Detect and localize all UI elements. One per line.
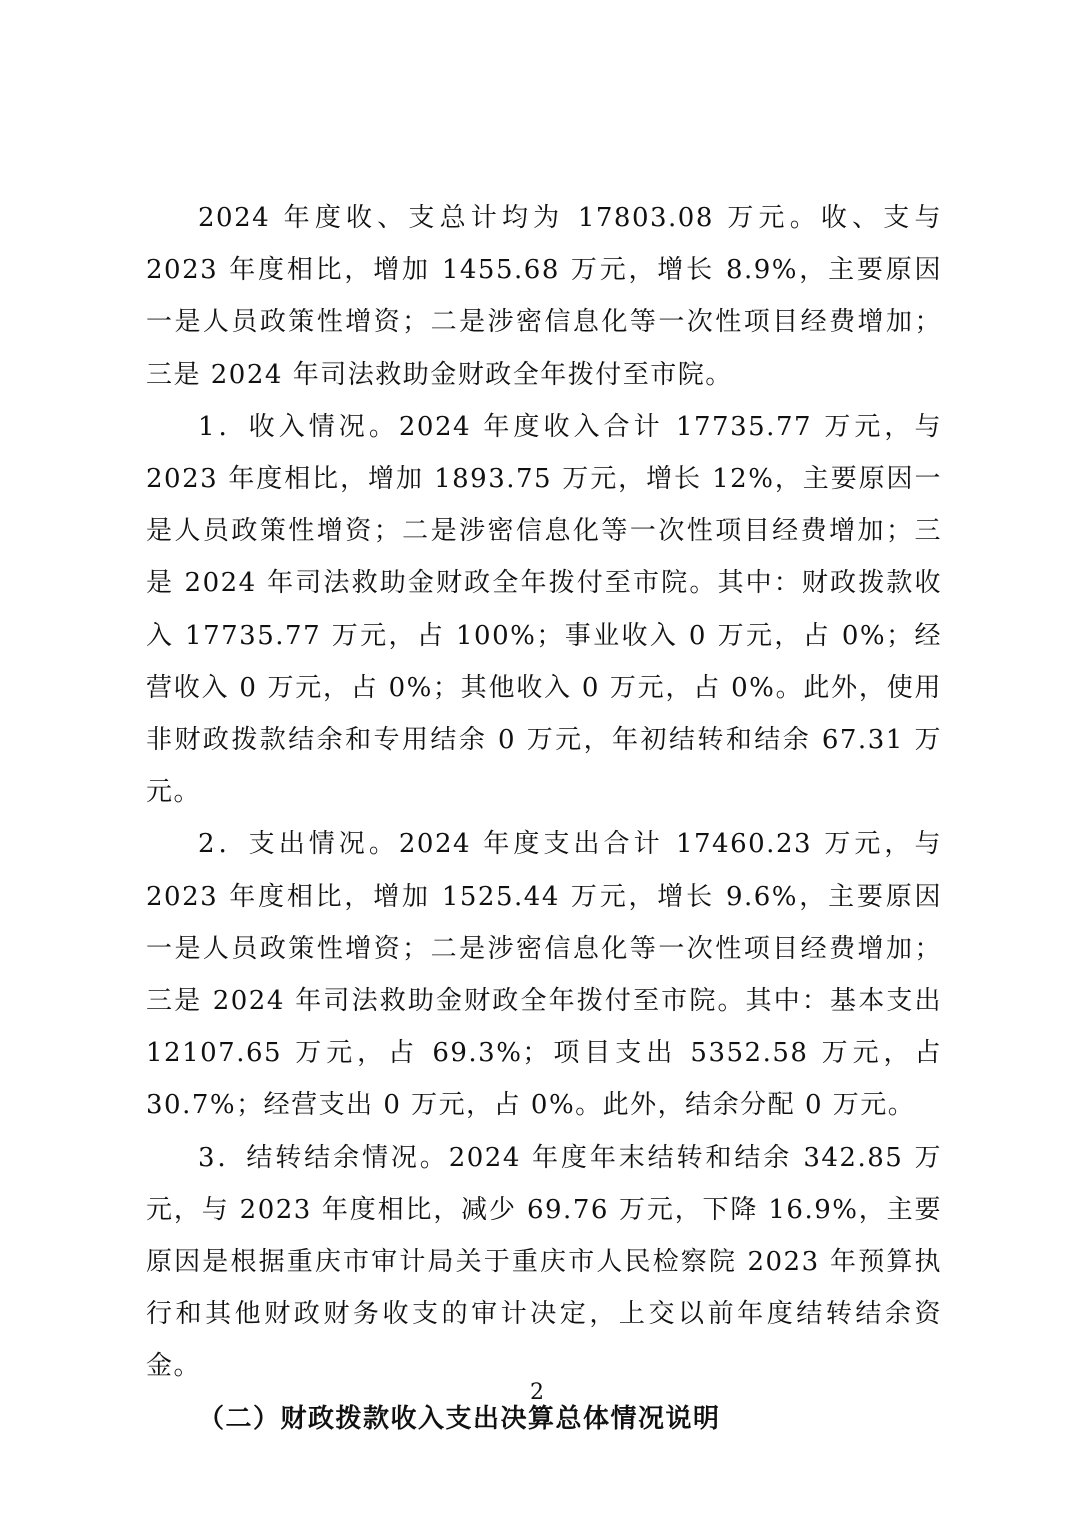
paragraph-expenditure: 2．支出情况。2024 年度支出合计 17460.23 万元，与 2023 年度相比，增加 1525.44 万元，增长 9.6%，主要原因一是人员政策性增资；二是涉密信息化等一次性项目经费增加；三是 2024 年司法救助金财政全年拨付至市院。其中：基本支出 12107.65 万元，占 69.3%；项目支出 5352.58 万元，占 30.7%；经营支出 0 万元，占 0%。此外，结余分配 0 万元。 xyxy=(146,829,942,1121)
page-number: 2 xyxy=(530,1380,544,1405)
document-body xyxy=(146,192,942,1445)
paragraph-total-overview: 2024 年度收、支总计均为 17803.08 万元。收、支与 2023 年度相比，增加 1455.68 万元，增长 8.9%，主要原因一是人员政策性增资；二是涉密信息化等一次性项目经费增加；三是 2024 年司法救助金财政全年拨付至市院。 xyxy=(146,203,942,390)
paragraph-carryover: 3．结转结余情况。2024 年度年末结转和结余 342.85 万元，与 2023 年度相比，减少 69.76 万元，下降 16.9%，主要原因是根据重庆市审计局关于重庆市人民检察院 2023 年预算执行和其他财政财务收支的审计决定，上交以前年度结转结余资金。 xyxy=(146,1142,942,1382)
section-heading: （二）财政拨款收入支出决算总体情况说明 xyxy=(198,1403,721,1434)
paragraph-income: 1．收入情况。2024 年度收入合计 17735.77 万元，与 2023 年度相比，增加 1893.75 万元，增长 12%，主要原因一是人员政策性增资；二是涉密信息化等一次性项目经费增加；三是 2024 年司法救助金财政全年拨付至市院。其中：财政拨款收入 17735.77 万元，占 100%；事业收入 0 万元，占 0%；经营收入 0 万元，占 0%；其他收入 0 万元，占 0%。此外，使用非财政拨款结余和专用结余 0 万元，年初结转和结余 67.31 万元。 xyxy=(146,411,942,808)
